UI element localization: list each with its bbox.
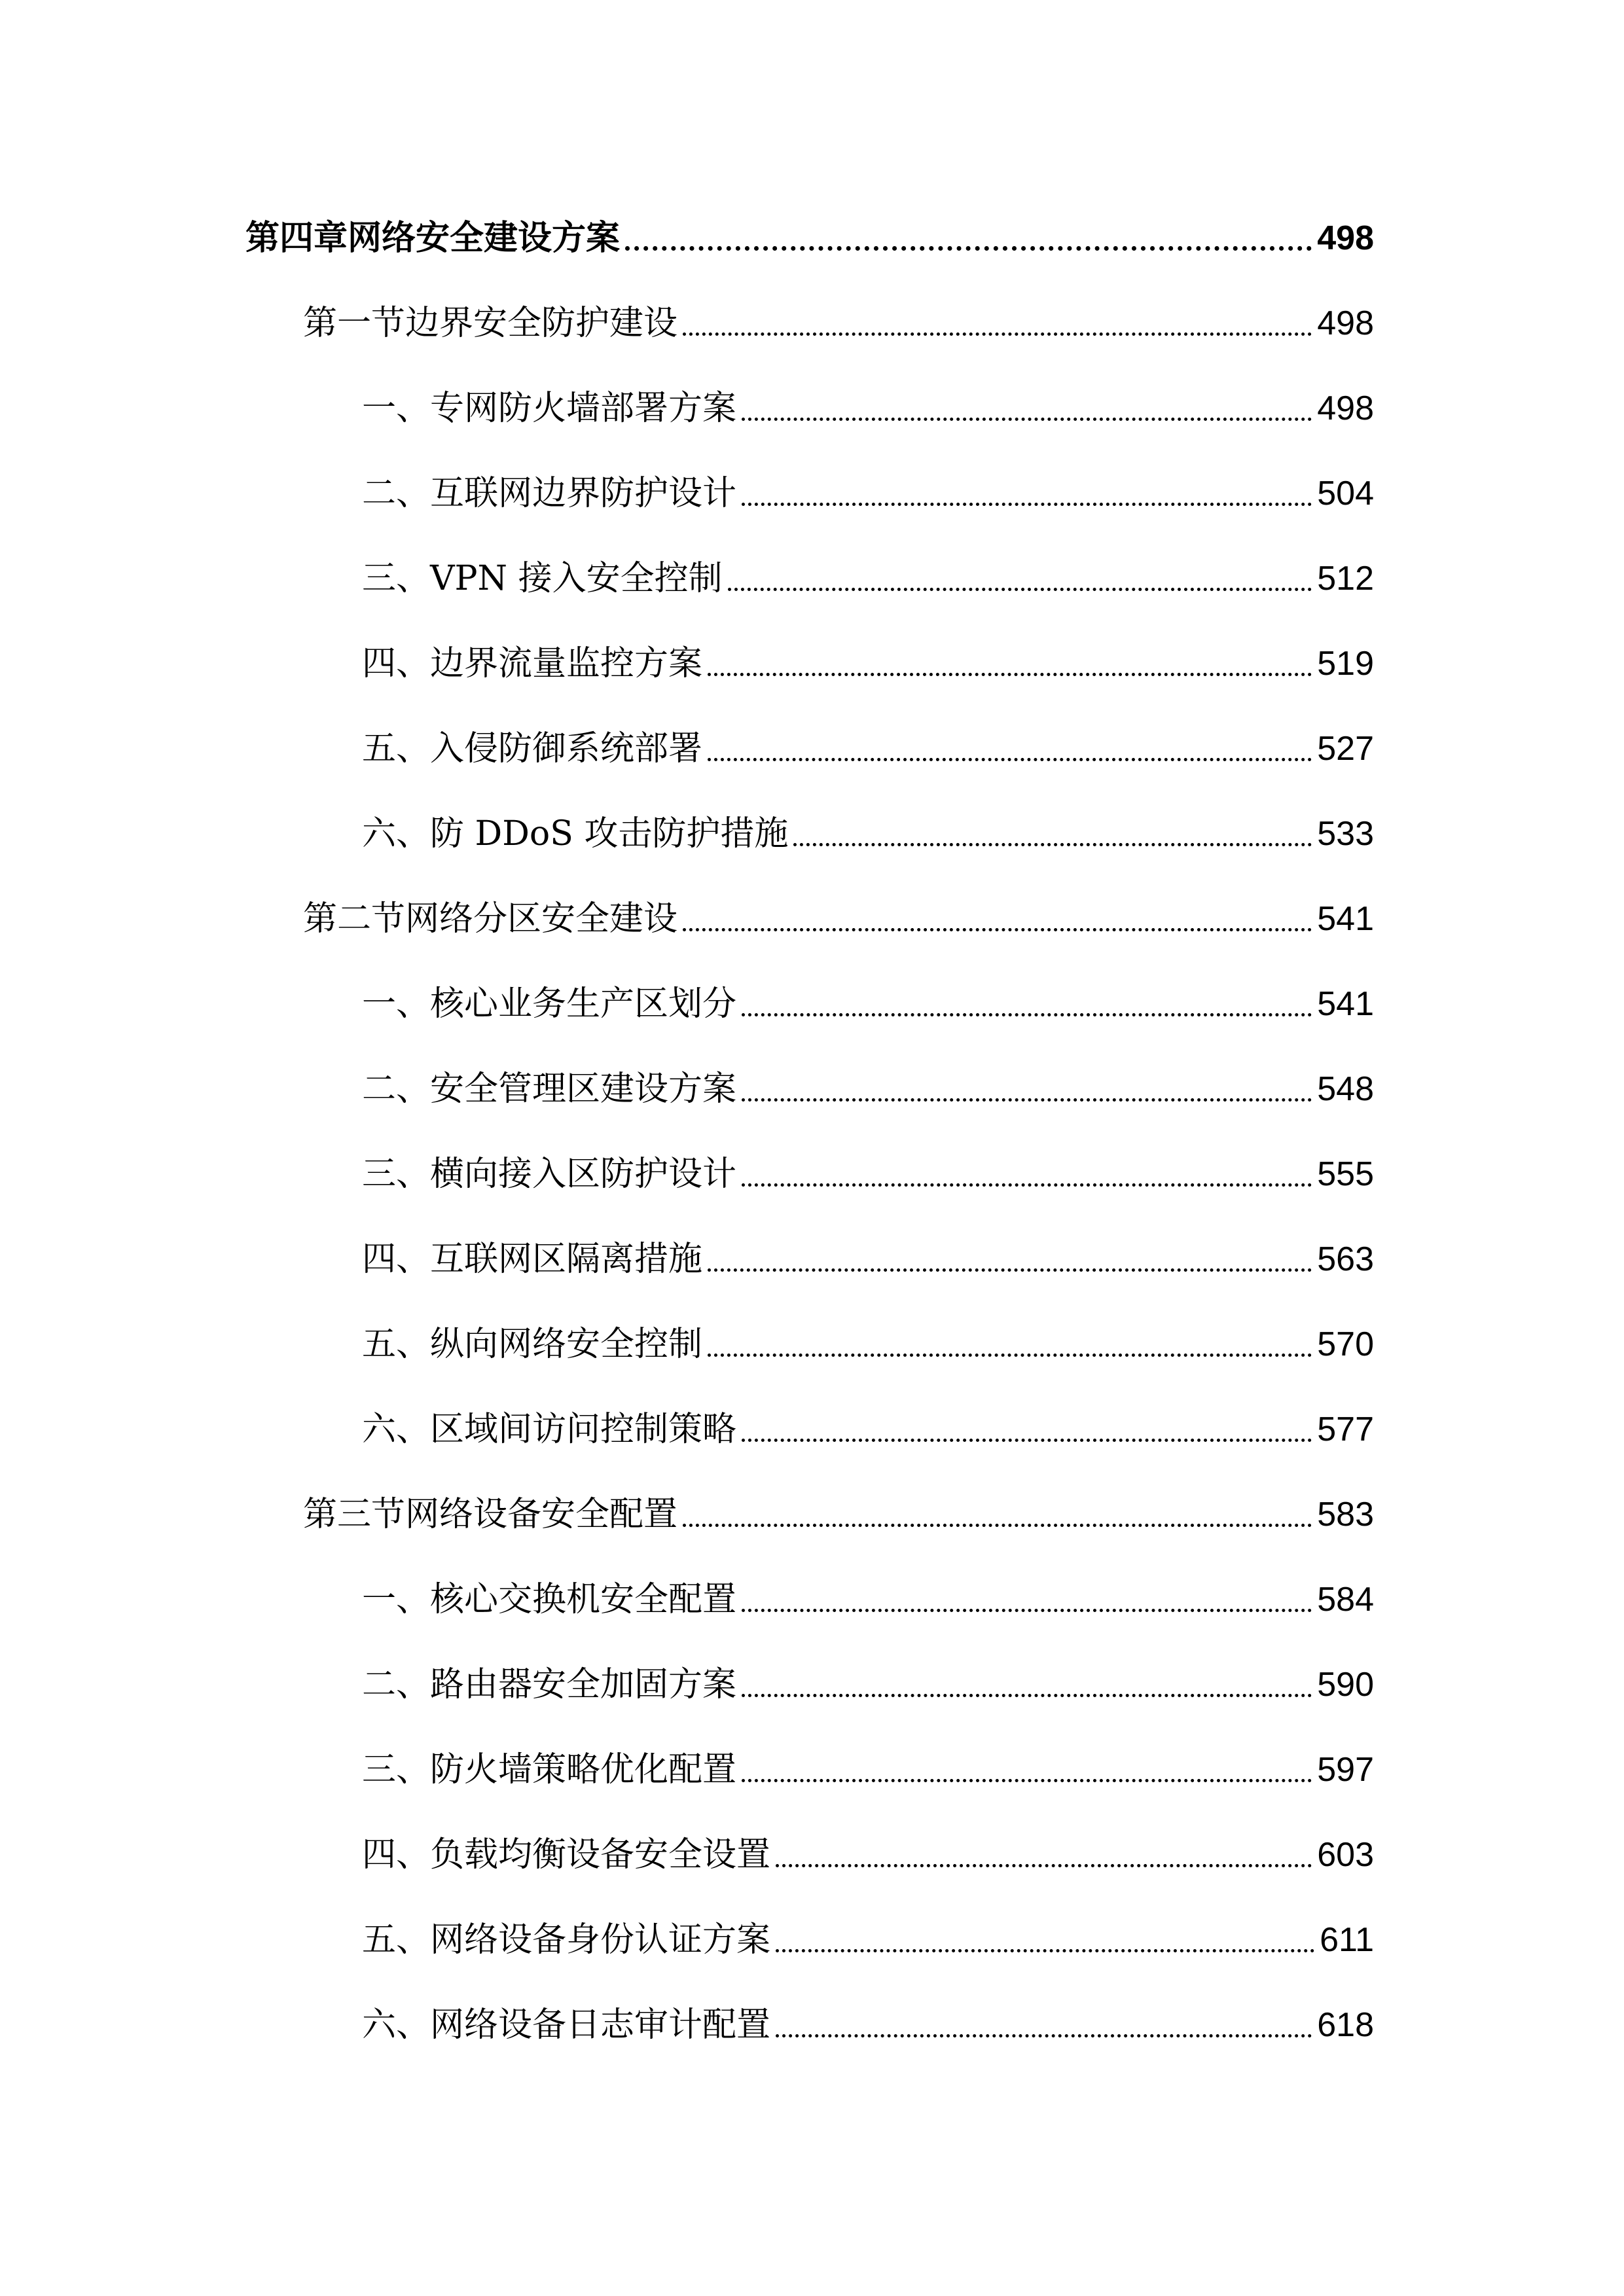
toc-item-entry[interactable]	[362, 792, 1374, 851]
toc-page-number: 541	[1317, 900, 1374, 938]
toc-page-number: 618	[1317, 2006, 1374, 2044]
toc-page-number: 527	[1317, 730, 1374, 768]
toc-item-entry[interactable]	[362, 367, 1374, 428]
toc-dot-leader	[742, 1183, 1312, 1187]
toc-entry-title: 二、互联网边界防护设计	[362, 474, 737, 513]
toc-chapter-entry[interactable]	[245, 196, 1374, 258]
toc-entry-title: 五、入侵防御系统部署	[362, 729, 703, 768]
toc-item-entry[interactable]	[362, 1047, 1374, 1109]
toc-section-entry[interactable]	[303, 1473, 1374, 1532]
toc-item-entry[interactable]	[362, 622, 1374, 681]
toc-dot-leader	[742, 418, 1312, 421]
toc-item-entry[interactable]	[362, 1132, 1374, 1194]
toc-entry-title: 六、网络设备日志审计配置	[362, 2005, 771, 2045]
toc-entry-title: 一、专网防火墙部署方案	[362, 389, 737, 428]
toc-dot-leader	[708, 673, 1312, 676]
toc-dot-leader	[683, 1524, 1312, 1527]
toc-item-entry[interactable]	[362, 1728, 1374, 1787]
toc-item-entry[interactable]	[362, 1813, 1374, 1872]
toc-item-entry[interactable]	[362, 1898, 1374, 1960]
toc-item-entry[interactable]	[362, 1558, 1374, 1617]
toc-entry-title: 第一节边界安全防护建设	[303, 304, 678, 343]
toc-dot-leader	[708, 1268, 1312, 1272]
toc-entry-title: 六、区域间访问控制策略	[362, 1410, 737, 1449]
toc-page-number: 519	[1317, 645, 1374, 683]
toc-dot-leader	[708, 758, 1312, 761]
toc-item-entry[interactable]	[362, 537, 1374, 596]
toc-dot-leader	[625, 246, 1312, 251]
toc-entry-title: 四、负载均衡设备安全设置	[362, 1835, 771, 1874]
toc-entry-title: 二、安全管理区建设方案	[362, 1069, 737, 1109]
toc-page-number: 603	[1317, 1836, 1374, 1874]
toc-page-number: 498	[1317, 304, 1374, 342]
toc-page-number: 548	[1317, 1070, 1374, 1108]
toc-section-entry[interactable]	[303, 877, 1374, 939]
toc-item-entry[interactable]	[362, 962, 1374, 1024]
toc-item-entry[interactable]	[362, 1217, 1374, 1279]
toc-dot-leader	[776, 1949, 1314, 1952]
toc-item-entry[interactable]	[362, 1388, 1374, 1449]
toc-item-entry[interactable]	[362, 1302, 1374, 1364]
toc-page-number: 504	[1317, 475, 1374, 512]
toc-dot-leader	[742, 503, 1312, 506]
toc-page-number: 498	[1317, 219, 1374, 257]
toc-dot-leader	[742, 1609, 1312, 1612]
toc-item-entry[interactable]	[362, 707, 1374, 766]
toc-entry-title: 四、互联网区隔离措施	[362, 1240, 703, 1279]
toc-dot-leader	[776, 1864, 1312, 1867]
toc-entry-title: 六、防 DDoS 攻击防护措施	[362, 814, 789, 853]
toc-dot-leader	[742, 1439, 1312, 1442]
toc-page-number: 498	[1317, 389, 1374, 427]
toc-entry-title: 五、纵向网络安全控制	[362, 1325, 703, 1364]
toc-page-number: 577	[1317, 1410, 1374, 1448]
toc-page-number: 590	[1317, 1666, 1374, 1704]
toc-dot-leader	[742, 1098, 1312, 1102]
toc-entry-title: 三、横向接入区防护设计	[362, 1155, 737, 1194]
toc-dot-leader	[793, 843, 1312, 846]
toc-item-entry[interactable]	[362, 452, 1374, 511]
toc-page-number: 584	[1317, 1581, 1374, 1619]
toc-page-number: 563	[1317, 1240, 1374, 1278]
toc-page-number: 570	[1317, 1325, 1374, 1363]
toc-entry-title: 三、防火墙策略优化配置	[362, 1750, 737, 1789]
toc-entry-title: 一、核心业务生产区划分	[362, 984, 737, 1024]
toc-entry-title: 第二节网络分区安全建设	[303, 899, 678, 939]
toc-entry-title: 五、网络设备身份认证方案	[362, 1920, 771, 1960]
toc-dot-leader	[683, 332, 1312, 336]
toc-page-number: 597	[1317, 1751, 1374, 1789]
toc-entry-title: 二、路由器安全加固方案	[362, 1665, 737, 1704]
toc-item-entry[interactable]	[362, 1643, 1374, 1702]
toc-entry-title: 一、核心交换机安全配置	[362, 1580, 737, 1619]
toc-dot-leader	[776, 2034, 1312, 2037]
toc-page-number: 512	[1317, 560, 1374, 598]
toc-page-number: 533	[1317, 815, 1374, 853]
toc-dot-leader	[742, 1779, 1312, 1782]
toc-dot-leader	[683, 928, 1312, 931]
toc-entry-title: 三、VPN 接入安全控制	[362, 559, 723, 598]
toc-section-entry[interactable]	[303, 281, 1374, 343]
toc-page-number: 611	[1320, 1921, 1374, 1959]
toc-page-number: 541	[1317, 985, 1374, 1023]
toc-dot-leader	[742, 1013, 1312, 1016]
toc-entry-title: 第三节网络设备安全配置	[303, 1495, 678, 1534]
toc-entry-title: 第四章网络安全建设方案	[245, 218, 621, 258]
toc-entry-title: 四、边界流量监控方案	[362, 644, 703, 683]
toc-item-entry[interactable]	[362, 1983, 1374, 2045]
toc-page-number: 583	[1317, 1496, 1374, 1534]
toc-page-number: 555	[1317, 1155, 1374, 1193]
toc-dot-leader	[728, 588, 1312, 591]
toc-dot-leader	[708, 1354, 1312, 1357]
toc-dot-leader	[742, 1694, 1312, 1697]
